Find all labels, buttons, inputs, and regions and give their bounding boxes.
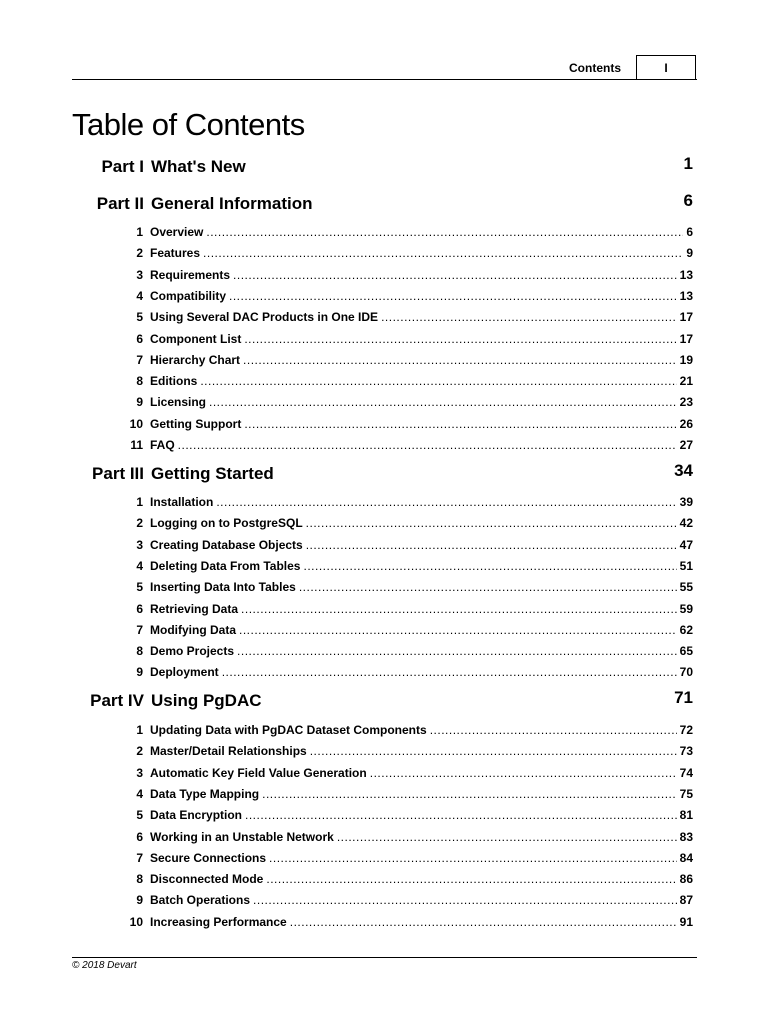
toc-entry-page: 27 (679, 438, 693, 452)
toc-part-number: Part III (92, 464, 144, 483)
toc-entry-line (150, 438, 693, 452)
toc-entry-title: Working in an Unstable Network (150, 829, 334, 844)
toc-entry-title: Updating Data with PgDAC Dataset Components (150, 723, 427, 737)
toc-entry-title: Editions (150, 374, 198, 389)
toc-part-title: General Information (151, 194, 313, 213)
toc-entry-line (150, 723, 693, 737)
toc-entry-title: Overview (150, 225, 204, 239)
toc-entry[interactable] (0, 438, 768, 454)
toc-entry[interactable] (0, 851, 768, 867)
toc-entry-page: 62 (679, 622, 693, 637)
toc-entry-title: Deleting Data From Tables (150, 558, 301, 573)
toc-entry-title: Installation (150, 495, 214, 509)
toc-entry-title: Demo Projects (150, 644, 235, 659)
toc-entry-number: 7 (136, 622, 143, 637)
toc-part[interactable] (0, 154, 768, 181)
dot-leader (244, 332, 676, 346)
toc-part-page: 71 (674, 688, 693, 707)
dot-leader (381, 310, 677, 324)
toc-part-page: 1 (683, 154, 693, 173)
header-page-number: I (664, 60, 668, 75)
toc-entry-line (150, 851, 693, 865)
page-title: Table of Contents (72, 107, 305, 142)
toc-entry[interactable] (0, 495, 768, 511)
toc-part[interactable] (0, 688, 768, 715)
toc-entry-number: 2 (136, 744, 143, 759)
toc-entry[interactable] (0, 915, 768, 931)
toc-entry-line (150, 353, 693, 367)
dot-leader (306, 516, 677, 530)
toc-part[interactable] (0, 461, 768, 488)
footer-copyright: © 2018 Devart (72, 960, 137, 971)
toc-entry-line (150, 580, 693, 594)
toc-entry-title: Automatic Key Field Value Generation (150, 765, 367, 780)
toc-entry-number: 2 (136, 516, 143, 531)
toc-entry-page: 70 (679, 665, 693, 680)
header-section-title: Contents (569, 61, 621, 75)
toc-part-number: Part II (96, 194, 144, 213)
toc-entry-number: 6 (136, 331, 143, 346)
toc-entry-number: 1 (136, 225, 143, 239)
toc-entry-line (150, 495, 693, 509)
toc-entry[interactable] (0, 580, 768, 596)
toc-entry-line (150, 872, 693, 886)
toc-entry-line (150, 516, 693, 530)
toc-entry-page: 86 (679, 872, 693, 887)
toc-entry[interactable] (0, 644, 768, 660)
toc-entry[interactable] (0, 602, 768, 618)
toc-entry-title: Features (150, 246, 201, 261)
toc-entry-number: 8 (136, 374, 143, 389)
toc-entry-line (150, 830, 693, 844)
dot-leader (303, 559, 676, 573)
toc-entry-title: Master/Detail Relationships (150, 744, 307, 759)
toc-entry[interactable] (0, 665, 768, 681)
toc-entry-number: 1 (136, 723, 143, 737)
toc-part-number: Part IV (90, 691, 144, 710)
toc-entry-line (150, 559, 693, 573)
toc-entry[interactable] (0, 289, 768, 305)
toc-entry-page: 83 (679, 829, 693, 844)
dot-leader (222, 665, 677, 679)
toc-entry-page: 39 (679, 495, 693, 509)
toc-entry-number: 3 (136, 537, 143, 552)
dot-leader (203, 246, 683, 260)
toc-entry[interactable] (0, 723, 768, 739)
toc-entry-title: Using Several DAC Products in One IDE (150, 310, 379, 325)
header-page-box (636, 55, 696, 80)
toc-entry-number: 8 (136, 644, 143, 659)
dot-leader (237, 644, 677, 658)
toc-entry-line (150, 395, 693, 409)
toc-entry-page: 65 (679, 644, 693, 659)
toc-entry-title: FAQ (150, 438, 175, 452)
toc-entry-page: 23 (679, 395, 693, 410)
toc-entry-page: 17 (679, 310, 693, 325)
toc-entry[interactable] (0, 246, 768, 262)
toc-part-page: 6 (683, 191, 693, 210)
dot-leader (241, 602, 677, 616)
toc-entry-title: Data Encryption (150, 808, 243, 823)
dot-leader (200, 374, 676, 388)
toc-entry-number: 8 (136, 872, 143, 887)
toc-entry[interactable] (0, 310, 768, 326)
dot-leader (299, 580, 677, 594)
toc-entry-page: 26 (679, 416, 693, 431)
toc-entry-line (150, 665, 693, 679)
toc-entry-number: 5 (136, 310, 143, 325)
toc-entry-line (150, 374, 693, 388)
toc-entry-line (150, 246, 693, 260)
dot-leader (253, 893, 677, 907)
toc-entry-page: 74 (679, 765, 693, 780)
dot-leader (244, 417, 676, 431)
toc-entry-number: 4 (136, 786, 143, 801)
toc-entry-title: Hierarchy Chart (150, 352, 241, 367)
toc-entry-number: 9 (136, 665, 143, 680)
toc-entry-page: 47 (679, 537, 693, 552)
toc-part-title: Getting Started (151, 464, 274, 483)
toc-entry-number: 5 (136, 580, 143, 595)
toc-entry-line (150, 538, 693, 552)
toc-entry[interactable] (0, 395, 768, 411)
toc-entry-number: 7 (136, 850, 143, 865)
toc-entry[interactable] (0, 559, 768, 575)
toc-entry-title: Requirements (150, 267, 231, 282)
toc-entry[interactable] (0, 787, 768, 803)
dot-leader (306, 538, 677, 552)
toc-entry-number: 6 (136, 829, 143, 844)
toc-entry-title: Deployment (150, 665, 219, 680)
toc-entry-number: 9 (136, 395, 143, 410)
dot-leader (266, 872, 676, 886)
toc-entry-page: 59 (679, 601, 693, 616)
toc-entry-line (150, 417, 693, 431)
toc-entry[interactable] (0, 623, 768, 639)
toc-entry[interactable] (0, 516, 768, 532)
toc-entry-title: Creating Database Objects (150, 537, 303, 552)
toc-entry-title: Retrieving Data (150, 601, 239, 616)
toc-entry-line (150, 289, 693, 303)
toc-entry-title: Batch Operations (150, 893, 251, 908)
dot-leader (430, 723, 677, 737)
toc-entry-line (150, 332, 693, 346)
dot-leader (370, 766, 677, 780)
toc-entry[interactable] (0, 808, 768, 824)
header-rule (72, 79, 697, 80)
toc-entry-number: 10 (129, 416, 143, 431)
toc-entry[interactable] (0, 872, 768, 888)
toc-entry-page: 6 (686, 225, 693, 239)
toc-entry-title: Getting Support (150, 416, 242, 431)
dot-leader (337, 830, 677, 844)
toc-entry-page: 19 (679, 352, 693, 367)
toc-entry-number: 4 (136, 558, 143, 573)
toc-entry-line (150, 915, 693, 929)
toc-entry-line (150, 766, 693, 780)
toc-entry-page: 13 (679, 288, 693, 303)
toc-entry-title: Compatibility (150, 288, 227, 303)
toc-entry-number: 9 (136, 893, 143, 908)
toc-entry-line (150, 225, 693, 239)
dot-leader (178, 438, 677, 452)
dot-leader (245, 808, 677, 822)
dot-leader (229, 289, 677, 303)
toc-part-title: Using PgDAC (151, 691, 262, 710)
toc-entry[interactable] (0, 353, 768, 369)
toc-entry-number: 5 (136, 808, 143, 823)
toc-entry-title: Licensing (150, 395, 207, 410)
toc-entry[interactable] (0, 268, 768, 284)
toc-entry[interactable] (0, 332, 768, 348)
toc-entry-line (150, 744, 693, 758)
toc-entry-page: 42 (679, 516, 693, 531)
toc-entry-page: 55 (679, 580, 693, 595)
dot-leader (262, 787, 677, 801)
toc-entry-number: 10 (129, 914, 143, 929)
toc-entry-line (150, 893, 693, 907)
toc-entry-line (150, 787, 693, 801)
toc-entry-line (150, 644, 693, 658)
toc-entry[interactable] (0, 893, 768, 909)
dot-leader (216, 495, 676, 509)
toc-part-number: Part I (101, 157, 144, 176)
toc-entry-title: Disconnected Mode (150, 872, 264, 887)
toc-entry[interactable] (0, 766, 768, 782)
toc-entry-title: Inserting Data Into Tables (150, 580, 296, 595)
toc-entry-line (150, 808, 693, 822)
toc-entry[interactable] (0, 830, 768, 846)
toc-entry-page: 72 (679, 723, 693, 737)
dot-leader (209, 395, 677, 409)
toc-entry-page: 73 (679, 744, 693, 759)
toc-entry[interactable] (0, 538, 768, 554)
toc-entry-page: 84 (679, 850, 693, 865)
toc-entry-title: Secure Connections (150, 850, 267, 865)
toc-part[interactable] (0, 191, 768, 218)
toc-entry-page: 17 (679, 331, 693, 346)
toc-entry-title: Component List (150, 331, 242, 346)
toc-entry-number: 11 (130, 438, 143, 452)
toc-entry[interactable] (0, 225, 768, 241)
toc-entry-line (150, 602, 693, 616)
dot-leader (206, 225, 683, 239)
toc-entry[interactable] (0, 744, 768, 760)
dot-leader (310, 744, 677, 758)
dot-leader (269, 851, 677, 865)
toc-entry-page: 13 (679, 267, 693, 282)
toc-entry-number: 3 (136, 267, 143, 282)
toc-entry-page: 91 (679, 914, 693, 929)
toc-entry-number: 6 (136, 601, 143, 616)
toc-entry-page: 9 (686, 246, 693, 261)
toc-entry-page: 81 (679, 808, 693, 823)
toc-entry-line (150, 268, 693, 282)
toc-entry-line (150, 310, 693, 324)
dot-leader (233, 268, 677, 282)
toc-entry-number: 4 (136, 288, 143, 303)
toc-entry-number: 2 (136, 246, 143, 261)
toc-entry-page: 87 (679, 893, 693, 908)
toc-entry-number: 3 (136, 765, 143, 780)
toc-entry[interactable] (0, 374, 768, 390)
dot-leader (290, 915, 677, 929)
footer-rule (72, 957, 697, 958)
toc-entry-number: 7 (136, 352, 143, 367)
toc-part-title: What's New (151, 157, 246, 176)
toc-entry-page: 21 (679, 374, 693, 389)
toc-entry-page: 75 (679, 786, 693, 801)
toc-entry-title: Logging on to PostgreSQL (150, 516, 303, 531)
toc-part-page: 34 (674, 461, 693, 480)
dot-leader (243, 353, 677, 367)
dot-leader (239, 623, 677, 637)
toc-entry-title: Modifying Data (150, 622, 236, 637)
toc-entry-number: 1 (136, 495, 143, 509)
toc-entry-title: Increasing Performance (150, 914, 287, 929)
toc-entry[interactable] (0, 417, 768, 433)
toc-entry-title: Data Type Mapping (150, 786, 260, 801)
toc-entry-page: 51 (679, 558, 693, 573)
toc-entry-line (150, 623, 693, 637)
